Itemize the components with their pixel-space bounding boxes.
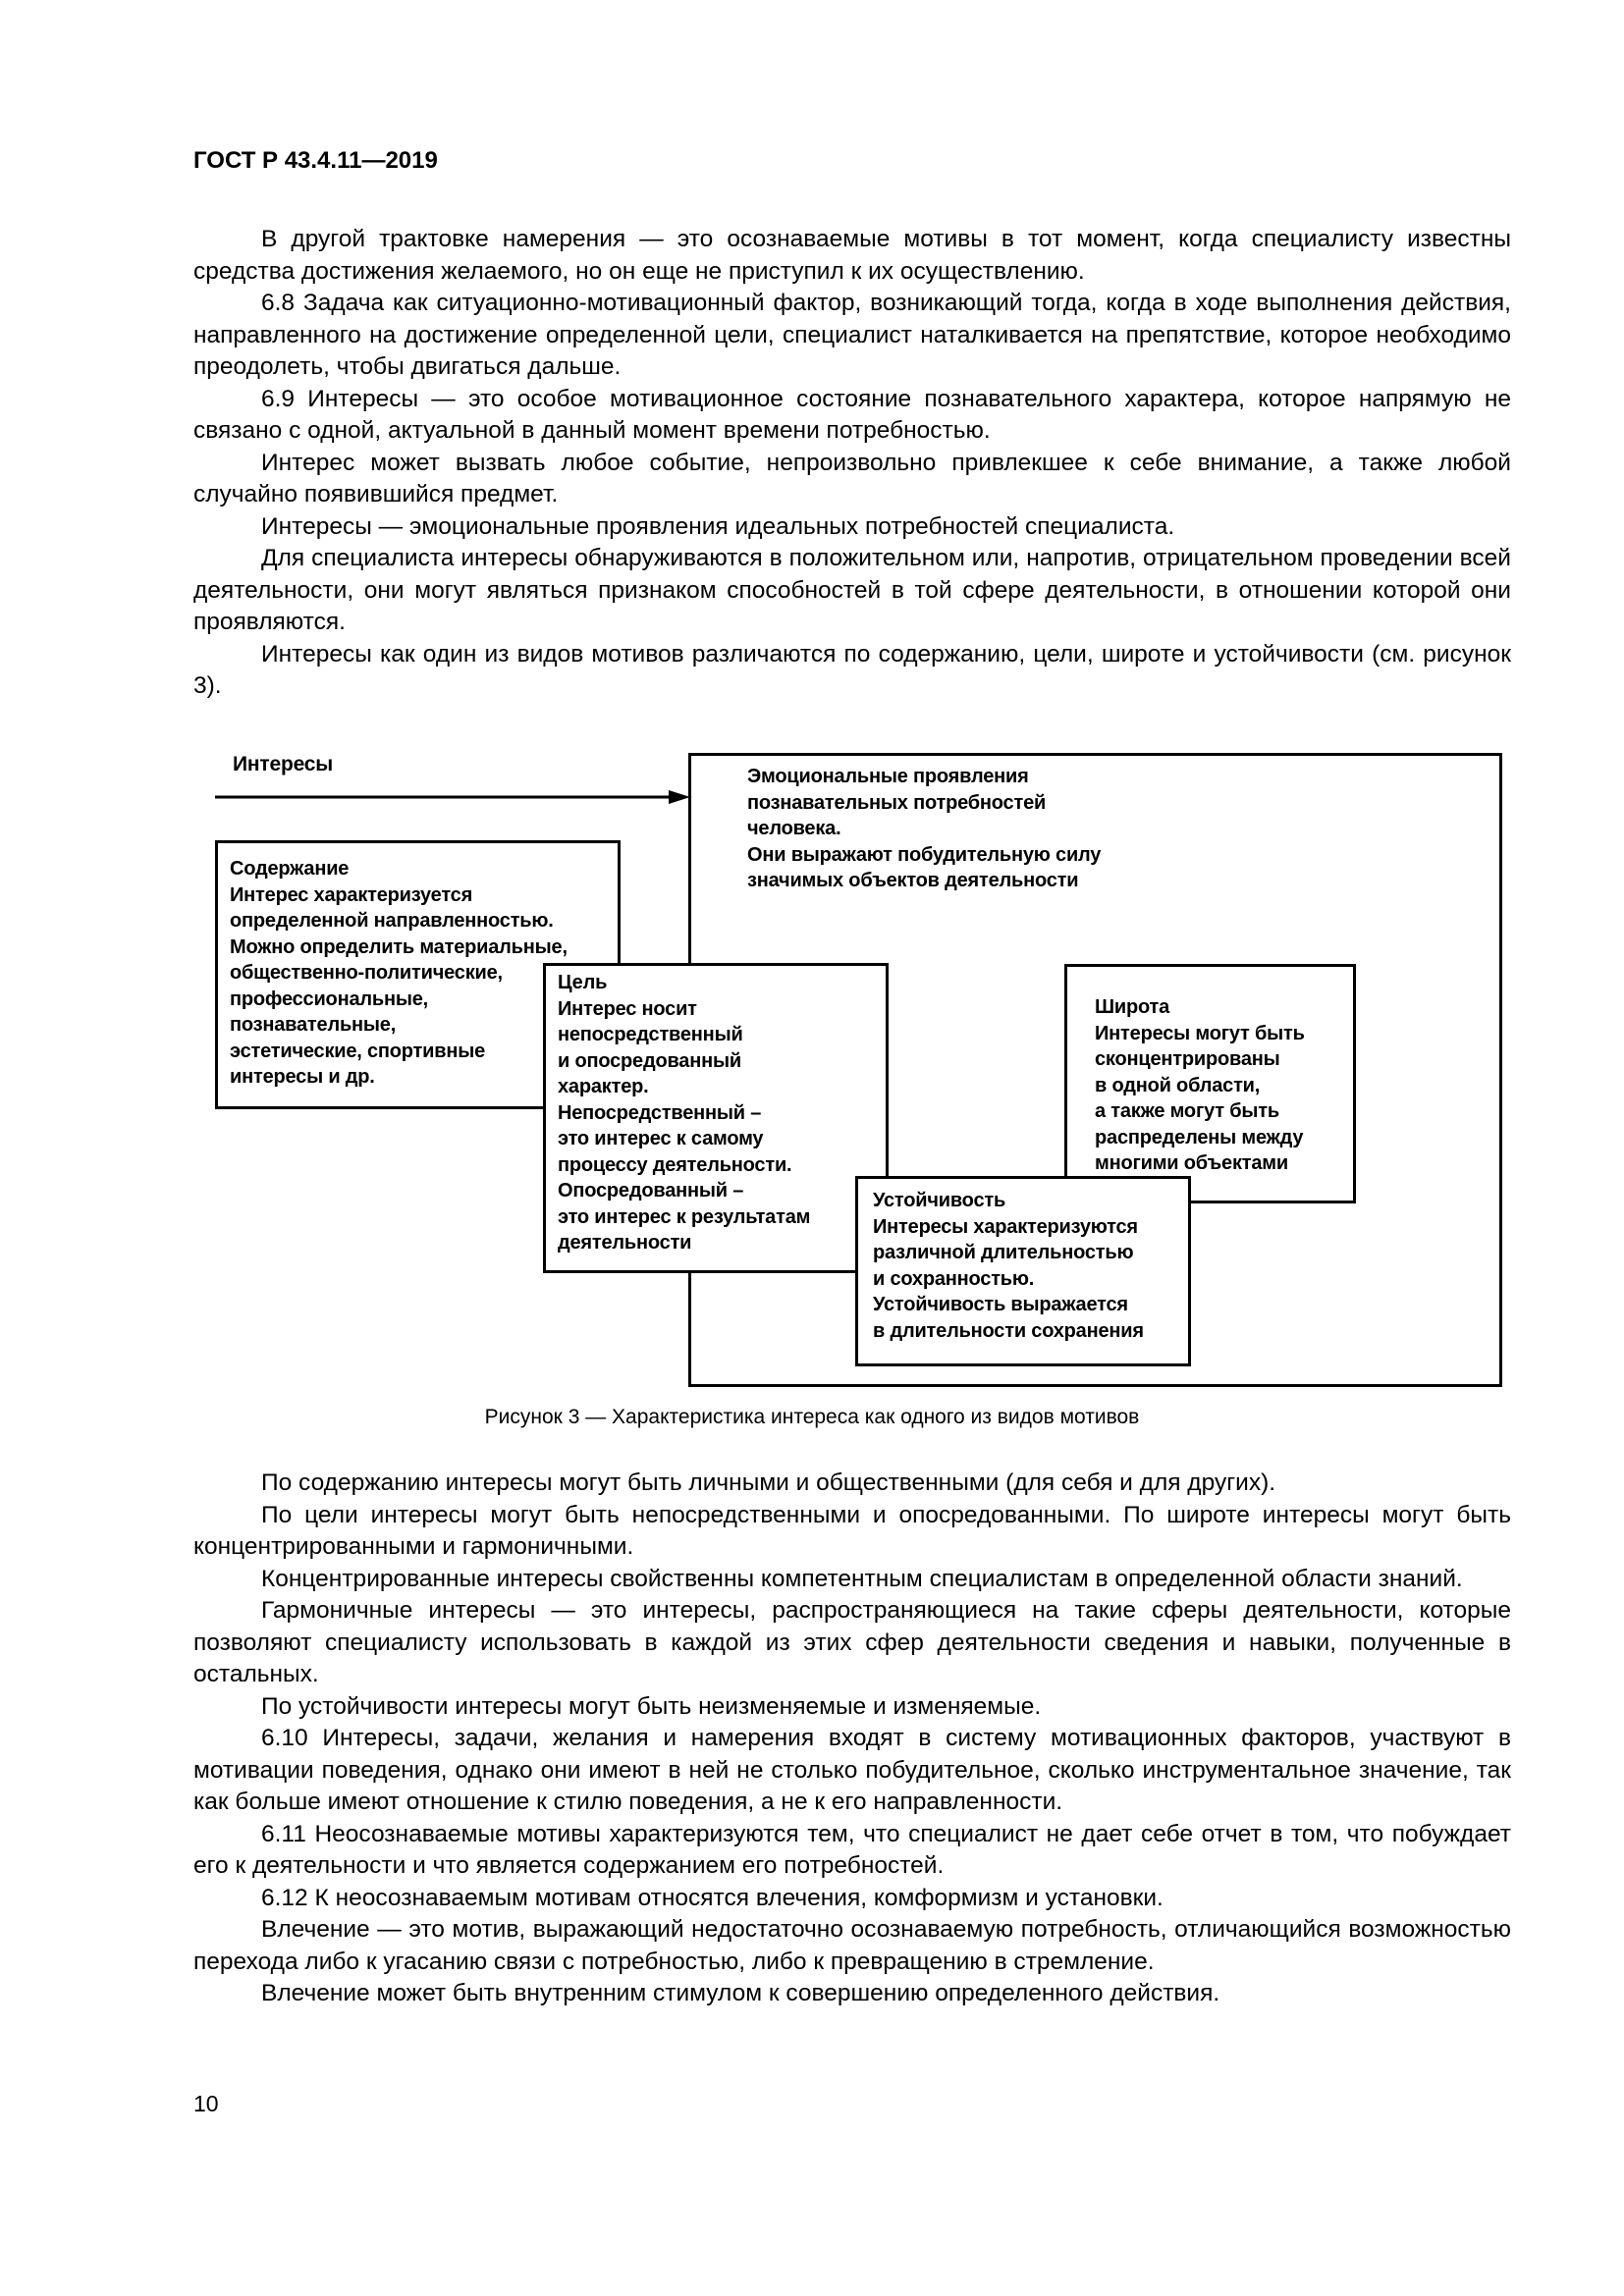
box-line: человека.: [747, 818, 841, 839]
box-line: деятельности: [558, 1232, 692, 1254]
box-line: значимых объектов деятельности: [747, 870, 1079, 891]
box-line: Устойчивость: [873, 1190, 1006, 1211]
paragraph: 6.9 Интересы — это особое мотивационное состояние познавательного характера, которое напрямую не связано с одной, актуальной в данный момент времени потребностью.: [193, 385, 1511, 444]
text-block-bottom: [193, 1468, 1511, 2010]
box-line: эстетические, спортивные: [230, 1040, 486, 1062]
box-line: характер.: [558, 1076, 649, 1097]
paragraph: 6.11 Неосознаваемые мотивы характеризуются тем, что специалист не дает себе отчет в том, что побуждает его к деятельности и что является содержанием его потребностей.: [193, 1820, 1511, 1879]
paragraph: Влечение — это мотив, выражающий недостаточно осознаваемую потребность, отличающийся возможностью перехода либо к угасанию связи с потребностью, либо к превращению в стремление.: [193, 1916, 1511, 1975]
paragraph: Гармоничные интересы — это интересы, распространяющиеся на такие сферы деятельности, которые позволяют специалисту использовать в каждой из этих сфер деятельности сведения и навыки, полученные в остальных.: [193, 1597, 1511, 1687]
interests-arrow-head: [669, 790, 690, 804]
box-line: Эмоциональные проявления: [747, 766, 1029, 787]
box-line: это интерес к результатам: [558, 1205, 811, 1228]
box-line: Интерес носит: [558, 997, 697, 1020]
paragraph: Интересы — эмоциональные проявления идеальных потребностей специалиста.: [261, 512, 1175, 540]
box-line: общественно-политические,: [230, 962, 503, 984]
paragraph: Интересы как один из видов мотивов различаются по содержанию, цели, широте и устойчивости (см. рисунок 3).: [193, 640, 1511, 699]
box-line: Непосредственный –: [558, 1101, 762, 1124]
paragraph: Влечение может быть внутренним стимулом к совершению определенного действия.: [261, 1980, 1220, 2006]
box-line: в длительности сохранения: [873, 1319, 1144, 1342]
box-line: Они выражают побудительную силу: [747, 843, 1102, 866]
figure-caption: Рисунок 3 — Характеристика интереса как одного из видов мотивов: [484, 1406, 1140, 1428]
box-line: Интересы характеризуются: [873, 1215, 1138, 1238]
paragraph: Интерес может вызвать любое событие, непроизвольно привлекшее к себе внимание, а также любой случайно появившийся предмет.: [193, 449, 1511, 507]
main-box-text: [747, 764, 1499, 894]
box-line: Содержание: [230, 858, 350, 880]
paragraph: Концентрированные интересы свойственны компетентным специалистам в определенной области знаний.: [261, 1565, 1463, 1592]
box-line: процессу деятельности.: [558, 1153, 792, 1176]
box-line: профессиональные,: [230, 988, 429, 1010]
box-line: интересы и др.: [230, 1066, 375, 1088]
box-line: Цель: [558, 972, 608, 993]
box-line: Можно определить материальные,: [230, 935, 568, 958]
breadth-box: [1064, 964, 1356, 1203]
box-line: непосредственный: [558, 1024, 743, 1045]
box-line: распределены между: [1095, 1126, 1304, 1148]
document-header: ГОСТ Р 43.4.11—2019: [193, 147, 438, 174]
box-line: Интересы могут быть: [1095, 1022, 1305, 1044]
page-number: 10: [193, 2091, 219, 2116]
goal-box-text: [558, 970, 886, 1256]
paragraph: 6.10 Интересы, задачи, желания и намерения входят в систему мотивационных факторов, участвуют в мотивации поведения, однако они имеют в ней не столько побудительное, сколько инструментальное значение, так как больше имеют отношение к стилю поведения, а не к его направленности.: [193, 1725, 1511, 1815]
box-line: и опосредованный: [558, 1049, 741, 1072]
breadth-box-text: [1095, 994, 1353, 1177]
box-line: Интерес характеризуется: [230, 883, 473, 906]
text-block-top: [193, 224, 1511, 703]
box-line: это интерес к самому: [558, 1128, 764, 1149]
paragraph: По содержанию интересы могут быть личными и общественными (для себя и для других).: [261, 1469, 1276, 1496]
box-line: определенной направленностью.: [230, 910, 554, 932]
box-line: Опосредованный –: [558, 1180, 744, 1201]
box-line: Устойчивость выражается: [873, 1294, 1128, 1315]
box-line: в одной области,: [1095, 1074, 1261, 1096]
stability-box-text: [873, 1188, 1188, 1344]
box-line: и сохранностью.: [873, 1267, 1035, 1290]
paragraph: По устойчивости интересы могут быть неизменяемые и изменяемые.: [261, 1692, 1042, 1720]
paragraph: 6.12 К неосознаваемым мотивам относятся влечения, комформизм и установки.: [261, 1884, 1164, 1911]
box-line: а также могут быть: [1095, 1100, 1279, 1122]
box-line: познавательные,: [230, 1014, 397, 1036]
stability-box: [855, 1176, 1191, 1366]
goal-box: [543, 963, 889, 1273]
paragraph: 6.8 Задача как ситуационно-мотивационный фактор, возникающий тогда, когда в ходе выполнения действия, направленного на достижение определенной цели, специалист наталкивается на препятствие, которое необходимо преодолеть, чтобы двигаться дальше.: [193, 290, 1511, 380]
paragraph: Для специалиста интересы обнаруживаются в положительном или, напротив, отрицательном проведении всей деятельности, они могут являться признаком способностей в той сфере деятельности, в отношении которой они проявляются.: [193, 545, 1511, 635]
box-line: различной длительностью: [873, 1242, 1134, 1263]
box-line: сконцентрированы: [1095, 1048, 1280, 1070]
interests-label: Интересы: [233, 753, 333, 775]
paragraph: По цели интересы могут быть непосредственными и опосредованными. По широте интересы могут быть концентрированными и гармоничными.: [193, 1501, 1511, 1560]
paragraph: В другой трактовке намерения — это осознаваемые мотивы в тот момент, когда специалисту известны средства достижения желаемого, но он еще не приступил к их осуществлению.: [193, 226, 1511, 285]
box-line: познавательных потребностей: [747, 791, 1047, 814]
box-line: многими объектами: [1095, 1152, 1288, 1174]
box-line: Широта: [1095, 996, 1170, 1018]
